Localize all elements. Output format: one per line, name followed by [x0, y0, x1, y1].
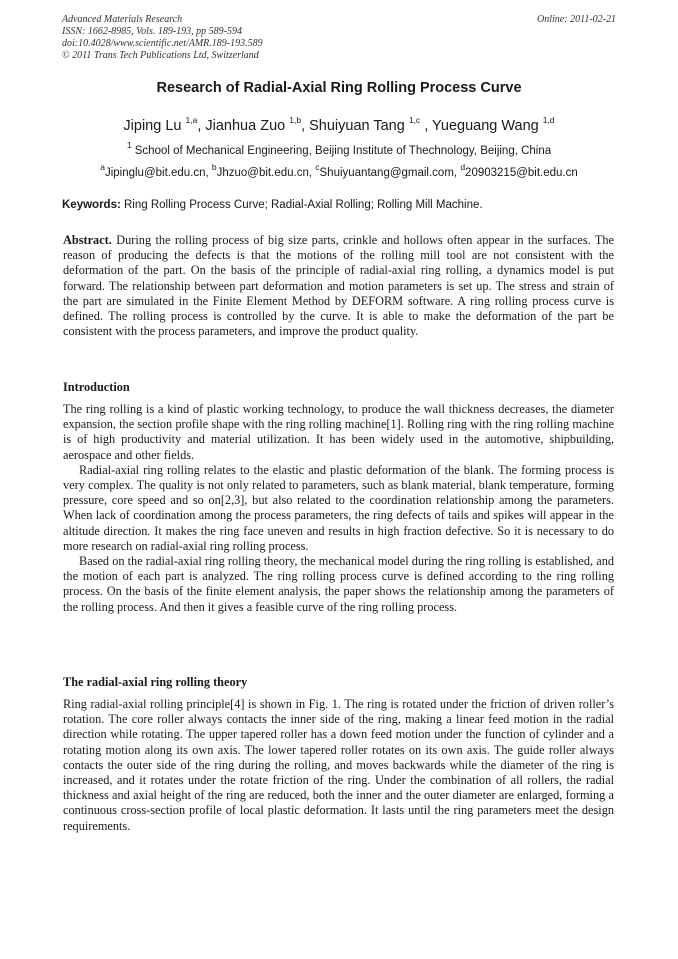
- issn-line: ISSN: 1662-8985, Vols. 189-193, pp 589-594: [62, 26, 242, 37]
- abstract-label: Abstract.: [63, 233, 112, 247]
- paragraph: The ring rolling is a kind of plastic working technology, to produce the wall thickness decreases, the diameter expansion, the section profile shape with the ring rolling machine[1]. Rolling ring with the ring rolling machine is of high productivity and material utilization. It has been widely used in the automotive, shipbuilding, aerospace and other fields.: [63, 402, 614, 462]
- author-list: [0, 116, 678, 134]
- journal-name: Advanced Materials Research: [62, 14, 183, 25]
- keywords-label: Keywords:: [62, 199, 121, 211]
- section-heading-introduction: Introduction: [63, 380, 130, 394]
- author: Yueguang Wang $^{1,d}$: [432, 115, 555, 134]
- section-heading-theory: The radial-axial ring rolling theory: [63, 675, 248, 689]
- paper-title: Research of Radial-Axial Ring Rolling Process Curve: [156, 80, 522, 96]
- paragraph: Ring radial-axial rolling principle[4] is shown in Fig. 1. The ring is rotated under the friction of driven roller’s rotation. The core roller always contacts the inner side of the ring, making a linear feed motion in the radial direction while rotating. The upper tapered roller has a down feed motion under the function of cylinder and a rotating motion along its own axis. The lower tapered roller rotates on its own axis. The guide roller always contacts the outer side of the ring during the rolling, and moves backwards while the diameter of the ring is increased, and it rotates under the rotate friction of the ring. Under the combination of all rollers, the radial thickness and axial height of the ring are reduced, both the inner and the outer diameter are enlarged, forming a continuous cross-section profile of local plastic deformation. It lasts until the ring parameters meet the design requirements.: [63, 697, 614, 833]
- paragraph: Based on the radial-axial ring rolling theory, the mechanical model during the ring rolling is established, and the motion of each part is analyzed. The ring rolling process curve is defined according to the ring rolling process. On the basis of the finite element analysis, the paper shows the relationship among the parameters of the rolling process. And then it gives a feasible curve of the ring rolling process.: [63, 554, 614, 614]
- doi-line: doi:10.4028/www.scientific.net/AMR.189-193.589: [62, 38, 263, 49]
- journal-header: [62, 14, 263, 62]
- author: Shuiyuan Tang $^{1,c}$ ,: [309, 115, 433, 134]
- email-list: [0, 163, 678, 179]
- copyright-line: © 2011 Trans Tech Publications Ltd, Switzerland: [62, 50, 259, 61]
- email: $^c$Shuiyuantang@gmail.com,: [315, 162, 461, 179]
- author: Jianhua Zuo $^{1,b}$,: [205, 115, 310, 134]
- abstract: [63, 233, 614, 339]
- author: Jiping Lu $^{1,a}$,: [123, 115, 206, 134]
- paragraph: Radial-axial ring rolling relates to the elastic and plastic deformation of the blank. The forming process is very complex. The quality is not only related to parameters, such as blank material, blank temperature, forming pressure, core speed and so on[2,3], but also related to the coordination relationship among the parameters. When lack of coordination among the process parameters, the ring defects of tails and spikes will appear in the altitude direction. It makes the ring face uneven and results in high fraction defective. So it is necessary to do more research on radial-axial ring rolling process.: [63, 462, 614, 553]
- introduction-body: [63, 402, 614, 615]
- keywords-text: Ring Rolling Process Curve; Radial-Axial Rolling; Rolling Mill Machine.: [124, 199, 483, 211]
- email: $^b$Jhzuo@bit.edu.cn,: [211, 162, 316, 179]
- email: $^a$Jipinglu@bit.edu.cn,: [100, 162, 212, 179]
- abstract-text: During the rolling process of big size parts, crinkle and hollows often appear in the surfaces. The reason of producing the defects is that the motions of the rolling mill tool are not consistent with the deformation of the part. On the basis of the principle of radial-axial ring rolling, a dynamics model is put forward. The relationship between part deformation and motion parameters is set up. The stress and strain of the part are simulated in the Finite Element Method by DEFORM software. A ring rolling process curve is defined. The rolling process is controlled by the curve. It is able to make the deformation of the part be consistent with the process parameters, and improve the product quality.: [63, 233, 614, 339]
- keywords: [62, 199, 622, 211]
- email: $^d$20903215@bit.edu.cn: [460, 162, 578, 179]
- online-date: Online: 2011-02-21: [537, 14, 616, 25]
- affiliation: $^1$ School of Mechanical Engineering, Beijing Institute of Thechnology, Beijing, China: [126, 140, 552, 157]
- theory-body: [63, 697, 614, 834]
